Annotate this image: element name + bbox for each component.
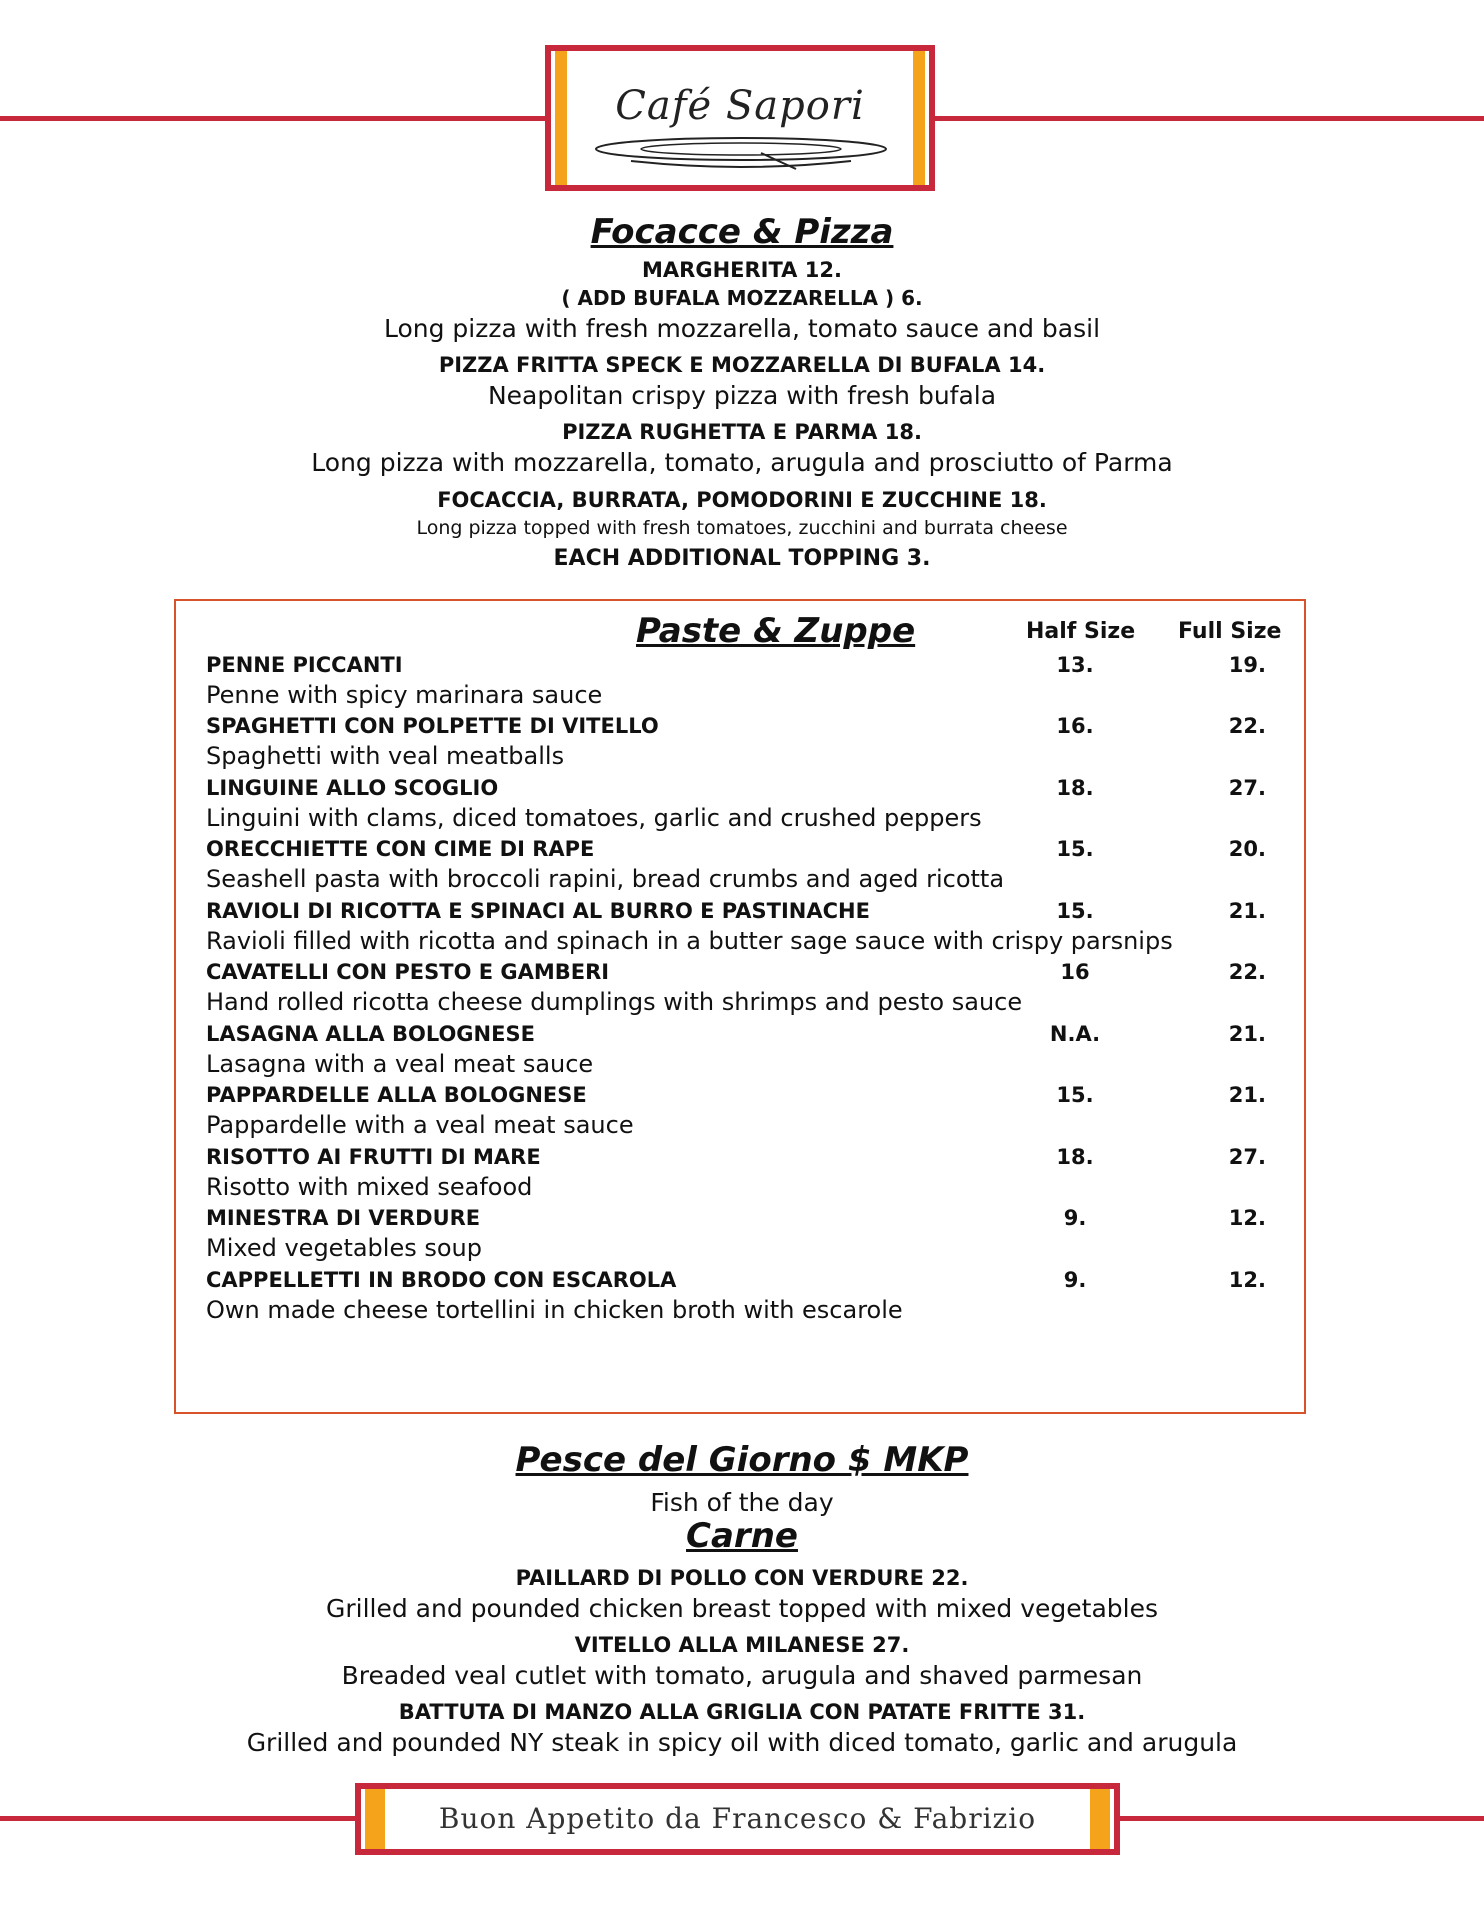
- item-desc: Seashell pasta with broccoli rapini, bread crumbs and aged ricotta: [206, 865, 1005, 893]
- price-half: 16: [1060, 960, 1090, 984]
- col-header-full: Full Size: [1178, 619, 1282, 644]
- price-full: 12.: [1228, 1206, 1266, 1230]
- item-desc: Linguini with clams, diced tomatoes, garlic and crushed peppers: [206, 804, 982, 832]
- menu-item: [206, 1083, 1286, 1139]
- footer-banner: [355, 1783, 1120, 1855]
- menu-item: [206, 837, 1286, 893]
- logo-text: Café Sapori: [615, 83, 865, 129]
- item-desc: Long pizza topped with fresh tomatoes, zucchini and burrata cheese: [416, 517, 1068, 539]
- menu-item: [206, 776, 1286, 832]
- price-half: 18.: [1056, 776, 1094, 800]
- section-title-paste: Paste & Zuppe: [636, 611, 916, 651]
- item-name: PAILLARD DI POLLO CON VERDURE 22.: [515, 1566, 969, 1590]
- paste-section: [174, 599, 1306, 1414]
- item-desc: Penne with spicy marinara sauce: [206, 681, 603, 709]
- item-name: CAVATELLI CON PESTO E GAMBERI: [206, 960, 610, 984]
- pesce-desc: Fish of the day: [650, 1488, 834, 1517]
- price-full: 22.: [1228, 714, 1266, 738]
- price-full: 22.: [1228, 960, 1266, 984]
- item-desc: Risotto with mixed seafood: [206, 1173, 533, 1201]
- col-header-half: Half Size: [1026, 619, 1136, 644]
- item-name: PENNE PICCANTI: [206, 653, 403, 677]
- menu-item: [206, 714, 1286, 770]
- price-half: N.A.: [1049, 1022, 1101, 1046]
- menu-item: [206, 899, 1286, 955]
- item-name: CAPPELLETTI IN BRODO CON ESCAROLA: [206, 1268, 677, 1292]
- item-name: VITELLO ALLA MILANESE 27.: [574, 1633, 910, 1657]
- section-title-pizza: Focacce & Pizza: [590, 212, 894, 252]
- price-full: 21.: [1228, 899, 1266, 923]
- plate-icon: [591, 131, 891, 175]
- price-full: 12.: [1228, 1268, 1266, 1292]
- price-half: 13.: [1056, 653, 1094, 677]
- price-full: 27.: [1228, 1145, 1266, 1169]
- item-name: PAPPARDELLE ALLA BOLOGNESE: [206, 1083, 587, 1107]
- item-name: FOCACCIA, BURRATA, POMODORINI E ZUCCHINE 18.: [437, 488, 1047, 512]
- section-title-pesce: Pesce del Giorno $ MKP: [515, 1440, 969, 1480]
- price-half: 9.: [1063, 1206, 1087, 1230]
- item-name: MARGHERITA 12.: [642, 258, 842, 282]
- price-half: 16.: [1056, 714, 1094, 738]
- menu-item: [206, 960, 1286, 1016]
- item-desc: Long pizza with fresh mozzarella, tomato sauce and basil: [383, 314, 1101, 343]
- price-half: 9.: [1063, 1268, 1087, 1292]
- item-desc: Hand rolled ricotta cheese dumplings with shrimps and pesto sauce: [206, 988, 1023, 1016]
- item-name: MINESTRA DI VERDURE: [206, 1206, 481, 1230]
- item-desc: Grilled and pounded chicken breast topped with mixed vegetables: [325, 1594, 1158, 1623]
- footer-rule-right: [1120, 1816, 1484, 1821]
- item-desc: Long pizza with mozzarella, tomato, arugula and prosciutto of Parma: [311, 448, 1173, 477]
- item-name: LASAGNA ALLA BOLOGNESE: [206, 1022, 535, 1046]
- item-desc: Pappardelle with a veal meat sauce: [206, 1111, 634, 1139]
- header-rule-left: [0, 116, 545, 121]
- item-desc: Grilled and pounded NY steak in spicy oil with diced tomato, garlic and arugula: [246, 1728, 1238, 1757]
- item-desc: Own made cheese tortellini in chicken broth with escarole: [206, 1296, 903, 1324]
- section-title-carne: Carne: [686, 1516, 798, 1556]
- price-full: 19.: [1228, 653, 1266, 677]
- price-half: 15.: [1056, 1083, 1094, 1107]
- menu-item: [206, 653, 1286, 709]
- item-desc: Neapolitan crispy pizza with fresh bufala: [487, 381, 997, 410]
- additional-topping: EACH ADDITIONAL TOPPING 3.: [553, 546, 931, 571]
- menu-item: [206, 1206, 1286, 1262]
- item-desc: Spaghetti with veal meatballs: [206, 742, 565, 770]
- footer-rule-left: [0, 1816, 355, 1821]
- item-desc: Breaded veal cutlet with tomato, arugula and shaved parmesan: [341, 1661, 1143, 1690]
- price-half: 18.: [1056, 1145, 1094, 1169]
- price-full: 21.: [1228, 1083, 1266, 1107]
- price-half: 15.: [1056, 837, 1094, 861]
- menu-item: [206, 1268, 1286, 1324]
- item-name: LINGUINE ALLO SCOGLIO: [206, 776, 499, 800]
- header-rule-right: [935, 116, 1484, 121]
- price-full: 21.: [1228, 1022, 1266, 1046]
- footer-text: Buon Appetito da Francesco & Fabrizio: [438, 1802, 1037, 1835]
- item-desc: Mixed vegetables soup: [206, 1234, 482, 1262]
- price-full: 27.: [1228, 776, 1266, 800]
- item-name: PIZZA RUGHETTA E PARMA 18.: [562, 420, 922, 444]
- price-full: 20.: [1228, 837, 1266, 861]
- item-name: PIZZA FRITTA SPECK E MOZZARELLA DI BUFALA 14.: [438, 353, 1046, 377]
- menu-item: [206, 1022, 1286, 1078]
- item-name: ORECCHIETTE CON CIME DI RAPE: [206, 837, 595, 861]
- logo: [545, 45, 935, 191]
- item-name: SPAGHETTI CON POLPETTE DI VITELLO: [206, 714, 659, 738]
- item-addon: ( ADD BUFALA MOZZARELLA ) 6.: [561, 286, 923, 310]
- item-name: BATTUTA DI MANZO ALLA GRIGLIA CON PATATE FRITTE 31.: [398, 1700, 1086, 1724]
- item-name: RISOTTO AI FRUTTI DI MARE: [206, 1145, 541, 1169]
- menu-item: [206, 1145, 1286, 1201]
- item-desc: Ravioli filled with ricotta and spinach in a butter sage sauce with crispy parsnips: [206, 927, 1173, 955]
- item-name: RAVIOLI DI RICOTTA E SPINACI AL BURRO E PASTINACHE: [206, 899, 870, 923]
- item-desc: Lasagna with a veal meat sauce: [206, 1050, 594, 1078]
- price-half: 15.: [1056, 899, 1094, 923]
